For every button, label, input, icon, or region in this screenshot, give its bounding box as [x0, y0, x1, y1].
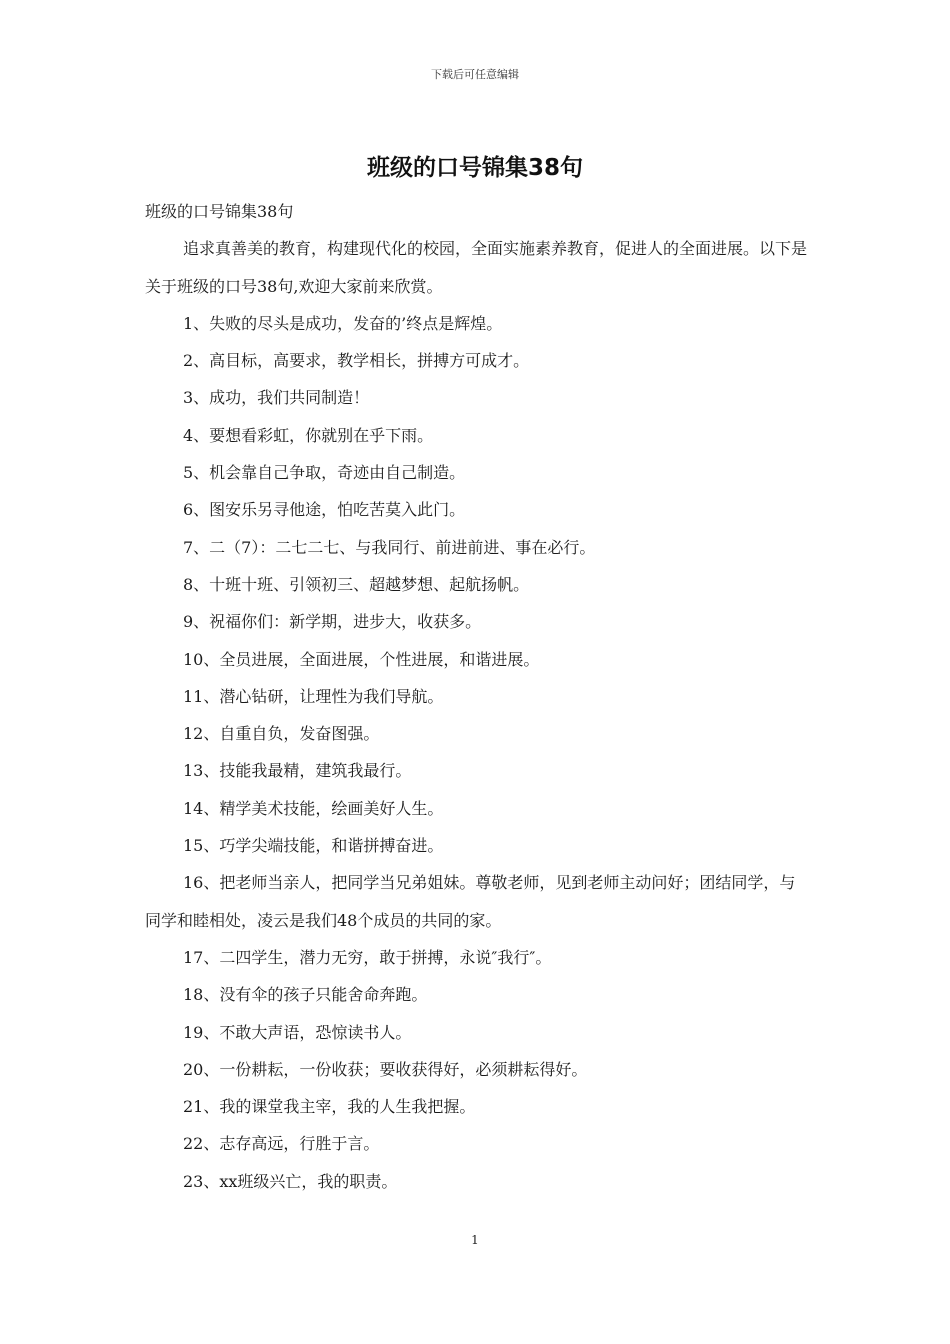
slogan-item: 21、我的课堂我主宰，我的人生我把握。 — [183, 1097, 476, 1117]
slogan-item: 2、高目标，高要求，教学相长，拼搏方可成才。 — [183, 351, 530, 371]
slogan-item: 7、二（7）：二七二七、与我同行、前进前进、事在必行。 — [183, 537, 596, 557]
slogan-item: 13、技能我最精，建筑我最行。 — [183, 761, 412, 781]
slogan-item: 3、成功，我们共同制造！ — [183, 388, 370, 408]
document-body — [145, 193, 810, 1200]
slogan-item: 1、失败的尽头是成功，发奋的’终点是辉煌。 — [183, 313, 503, 333]
slogan-item: 6、图安乐另寻他途，怕吃苦莫入此门。 — [183, 500, 466, 520]
slogan-item: 22、志存高远，行胜于言。 — [183, 1134, 380, 1154]
slogan-item: 19、不敢大声语，恐惊读书人。 — [183, 1022, 412, 1042]
slogan-item: 9、祝福你们：新学期，进步大，收获多。 — [183, 612, 482, 632]
page-header: 下载后可任意编辑 — [431, 68, 519, 81]
slogan-item: 18、没有伞的孩子只能舍命奔跑。 — [183, 985, 428, 1005]
slogan-item: 8、十班十班、引领初三、超越梦想、起航扬帆。 — [183, 574, 530, 594]
slogan-item: 14、精学美术技能，绘画美好人生。 — [183, 798, 444, 818]
slogan-item: 17、二四学生，潜力无穷，敢于拼搏，永说″我行″。 — [183, 947, 552, 967]
slogan-item: 20、一份耕耘，一份收获；要收获得好，必须耕耘得好。 — [183, 1059, 588, 1079]
slogan-item: 16、把老师当亲人，把同学当兄弟姐妹。尊敬老师，见到老师主动问好；团结同学，与同学和睦相处，凌云是我们48个成员的共同的家。 — [145, 873, 796, 930]
intro-paragraph: 追求真善美的教育，构建现代化的校园，全面实施素养教育，促进人的全面进展。以下是关于班级的口号38句,欢迎大家前来欣赏。 — [145, 239, 808, 296]
page-number: 1 — [471, 1233, 479, 1247]
slogan-item: 4、要想看彩虹，你就别在乎下雨。 — [183, 425, 434, 445]
slogan-item: 12、自重自负，发奋图强。 — [183, 724, 380, 744]
slogan-item: 11、潜心钻研，让理性为我们导航。 — [183, 686, 444, 706]
slogan-item: 23、xx班级兴亡，我的职责。 — [183, 1171, 398, 1191]
document-subtitle: 班级的口号锦集38句 — [145, 202, 294, 221]
slogan-item: 15、巧学尖端技能，和谐拼搏奋进。 — [183, 836, 444, 856]
slogan-item: 5、机会靠自己争取，奇迹由自己制造。 — [183, 463, 466, 483]
slogan-item: 10、全员进展，全面进展，个性进展，和谐进展。 — [183, 649, 540, 669]
document-title: 班级的口号锦集38句 — [366, 155, 583, 181]
